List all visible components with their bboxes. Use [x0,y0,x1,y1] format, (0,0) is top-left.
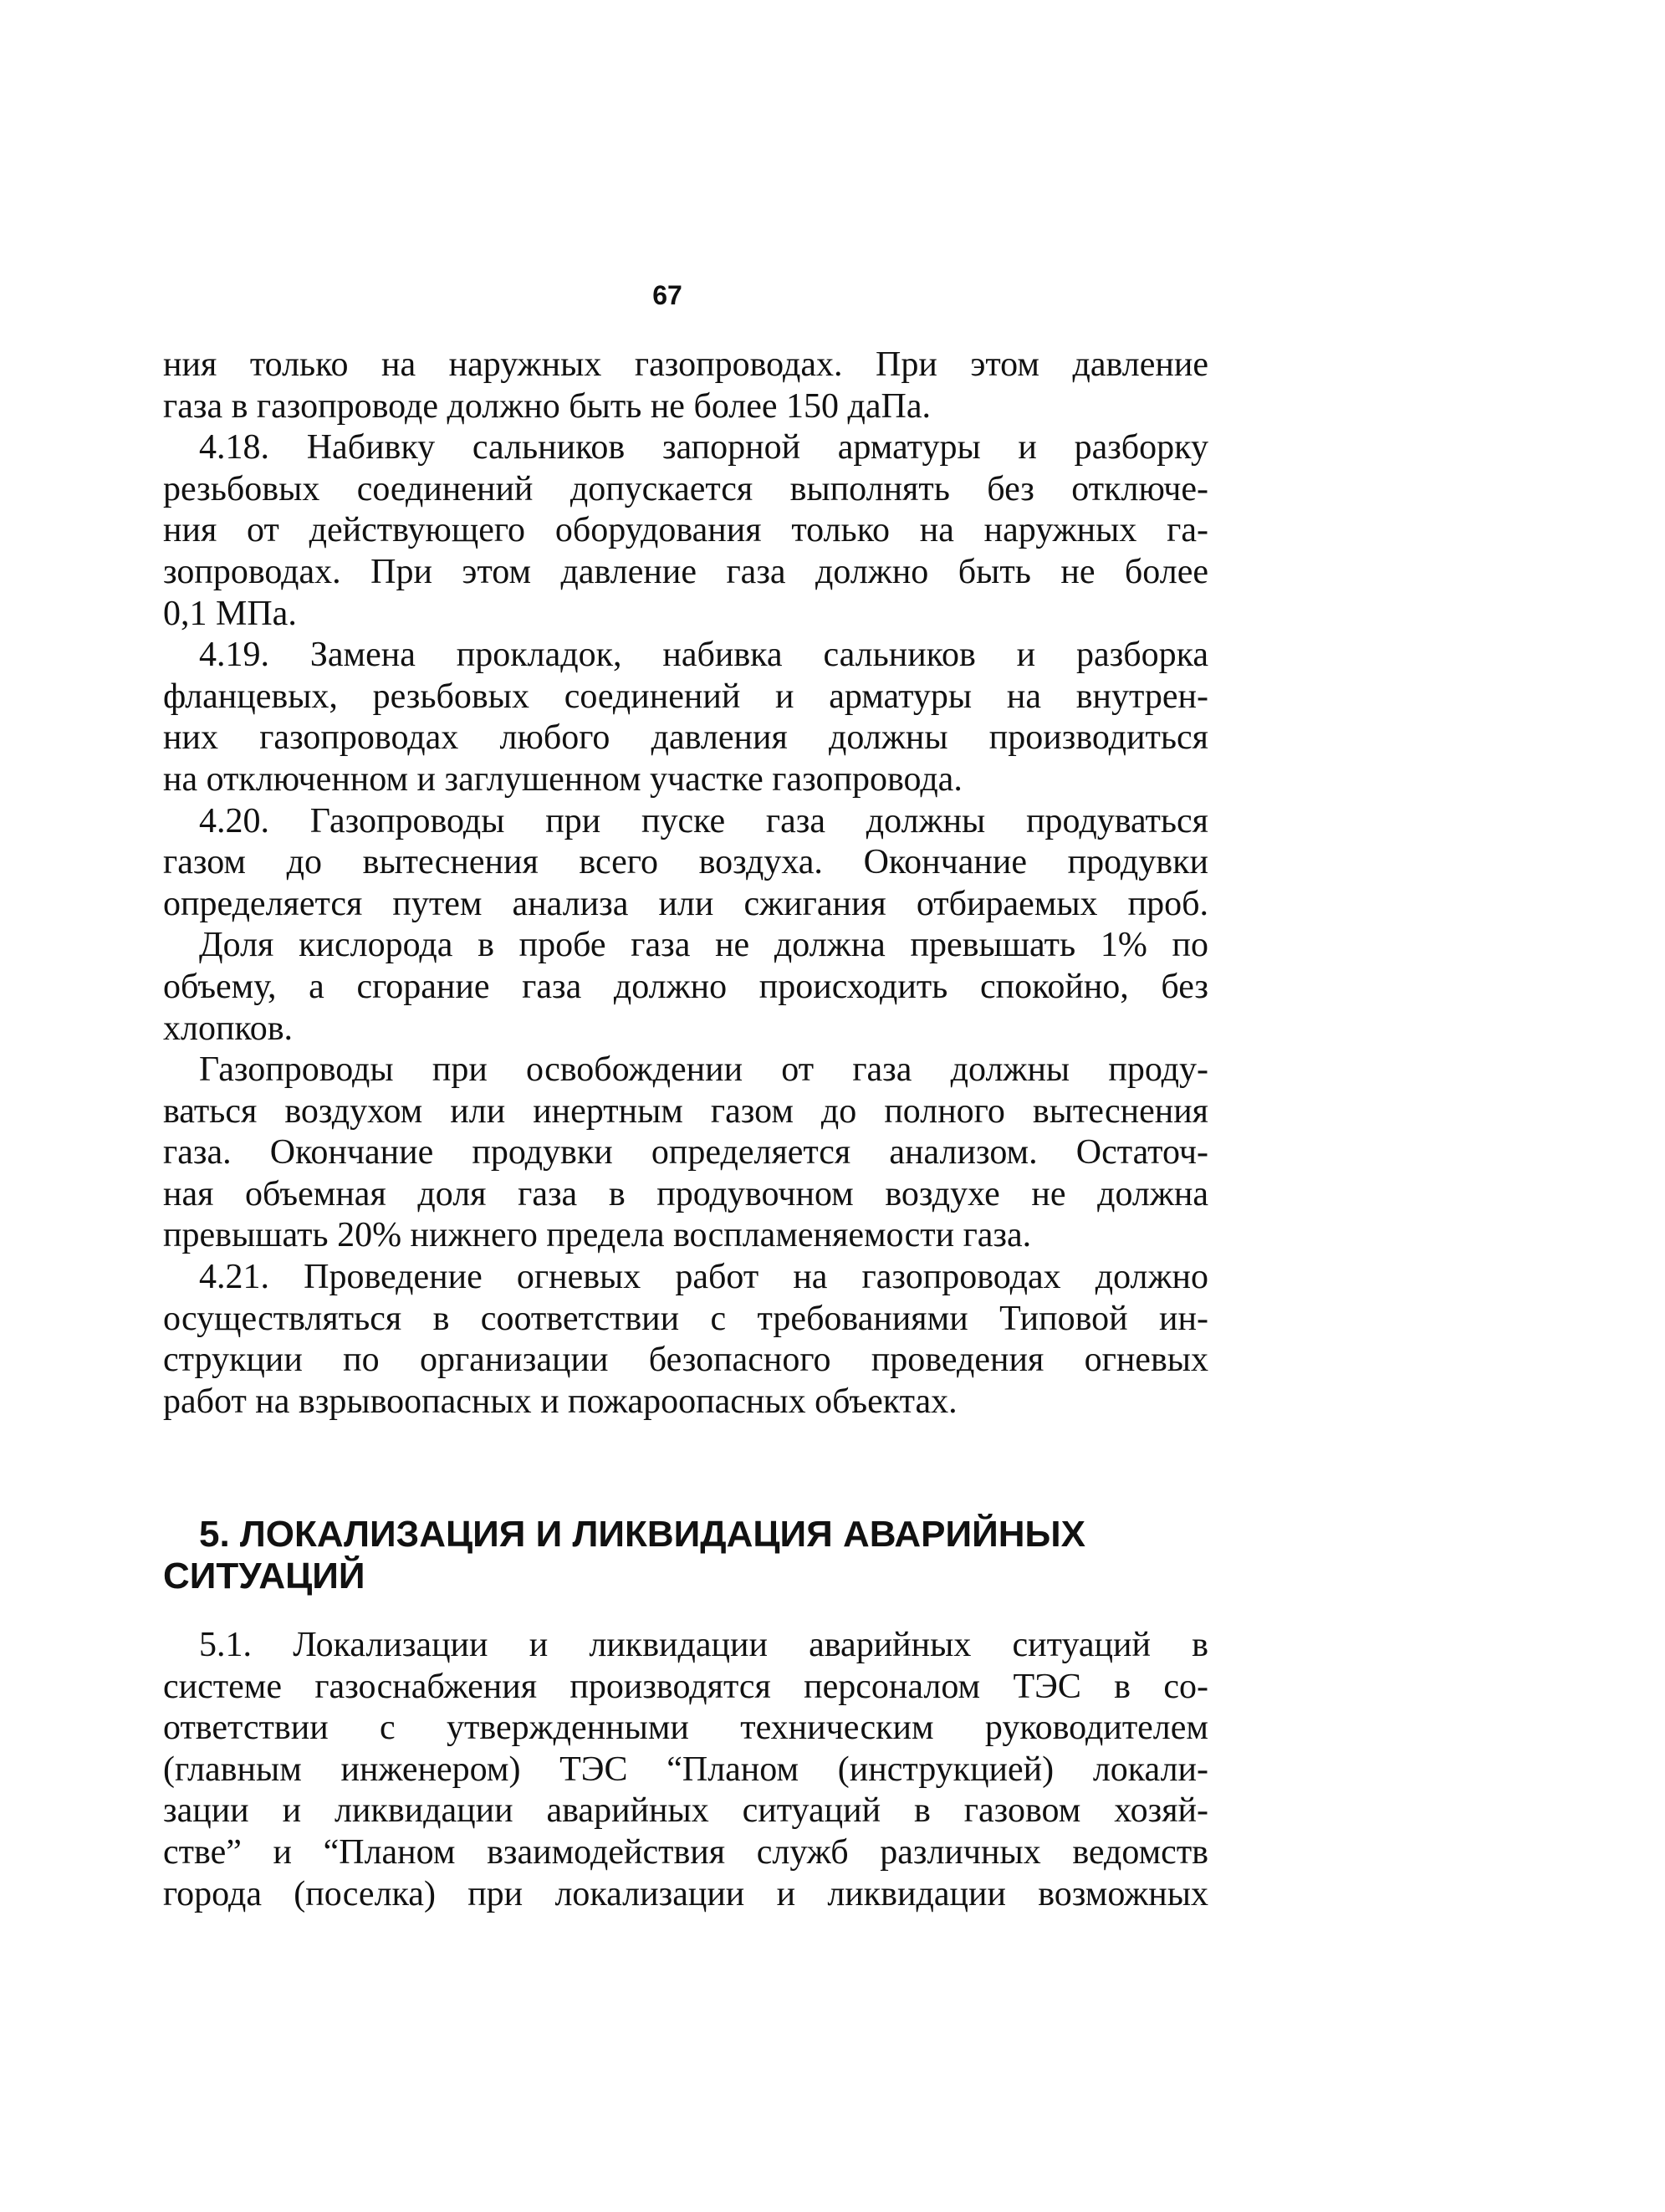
text-line: зопроводах. При этом давление газа должно быть не более [163,552,1208,591]
text-line: 0,1 МПа. [163,594,297,633]
text-line: определяется путем анализа или сжигания отбираемых проб. [163,884,1208,923]
heading-line: СИТУАЦИЙ [163,1556,365,1596]
text-line: ответствии с утвержденными техническим руководителем [163,1709,1208,1748]
paragraph [163,345,1208,427]
text-line: работ на взрывоопасных и пожароопасных объектах. [163,1382,958,1421]
text-line: газа. Окончание продувки определяется анализом. Остаточ- [163,1133,1208,1172]
text-line: зации и ликвидации аварийных ситуаций в газовом хозяй- [163,1791,1208,1831]
text-line: резьбовых соединений допускается выполнять без отключе- [163,469,1208,508]
text-line: 4.21. Проведение огневых работ на газопроводах должно [199,1258,1208,1297]
text-line: них газопроводах любого давления должны производиться [163,718,1208,758]
text-line: на отключенном и заглушенном участке газопровода. [163,759,963,799]
text-line: Доля кислорода в пробе газа не должна превышать 1% по [199,926,1208,965]
text-line: объему, а сгорание газа должно происходить спокойно, без [163,967,1208,1006]
text-line: фланцевых, резьбовых соединений и арматуры на внутрен- [163,677,1208,716]
text-line: 4.19. Замена прокладок, набивка сальников и разборка [199,636,1208,675]
section-heading [163,1514,1208,1597]
text-line: хлопков. [163,1009,294,1048]
text-line: системе газоснабжения производятся персоналом ТЭС в со- [163,1667,1208,1706]
text-line: осуществляться в соответствии с требованиями Типовой ин- [163,1299,1208,1338]
page-number: 67 [652,280,682,310]
paragraph [163,1625,1208,1915]
paragraph [163,925,1208,1050]
section-4-continued [163,345,1208,1423]
text-line: города (поселка) при локализации и ликвидации возможных [163,1874,1208,1913]
text-line: ная объемная доля газа в продувочном воздухе не должна [163,1174,1208,1213]
paragraph [163,1050,1208,1257]
text-line: 4.20. Газопроводы при пуске газа должны продуваться [199,801,1208,840]
paragraph [163,427,1208,635]
paragraph [163,1257,1208,1423]
text-line: Газопроводы при освобождении от газа должны проду- [199,1050,1208,1090]
text-line: 4.18. Набивку сальников запорной арматуры и разборку [199,428,1208,467]
paragraph [163,801,1208,926]
text-line: 5.1. Локализации и ликвидации аварийных ситуаций в [199,1626,1208,1664]
heading-line: 5. ЛОКАЛИЗАЦИЯ И ЛИКВИДАЦИЯ АВАРИЙНЫХ [199,1514,1085,1555]
section-5-body [163,1625,1208,1915]
paragraph [163,635,1208,800]
text-line: струкции по организации безопасного проведения огневых [163,1341,1208,1380]
text-line: газом до вытеснения всего воздуха. Окончание продувки [163,843,1208,882]
text-line: стве” и “Планом взаимодействия служб различных ведомств [163,1832,1208,1872]
text-line: ваться воздухом или инертным газом до полного вытеснения [163,1091,1208,1131]
text-line: превышать 20% нижнего предела воспламеняемости газа. [163,1216,1032,1255]
text-line: (главным инженером) ТЭС “Планом (инструкцией) локали- [163,1750,1208,1789]
text-line: ния только на наружных газопроводах. При этом давление [163,345,1208,384]
text-line: ния от действующего оборудования только на наружных га- [163,511,1208,550]
text-line: газа в газопроводе должно быть не более 150 даПа. [163,386,931,426]
